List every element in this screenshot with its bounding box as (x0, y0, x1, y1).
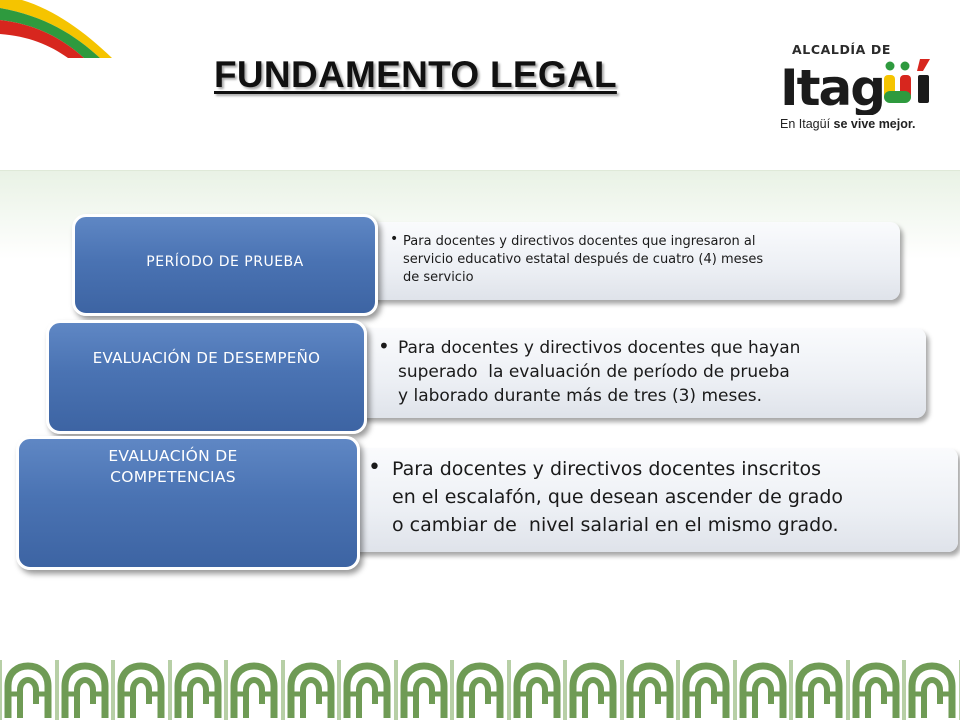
footer-pattern-tile (848, 660, 905, 720)
footer-pattern-tile (678, 660, 735, 720)
slogan-bold: se vive mejor. (833, 117, 916, 131)
slogan-prefix: En Itagüí (780, 117, 834, 131)
row-2-line-1: Para docentes y directivos docentes que hayan (398, 338, 801, 358)
row-2-bullet: • (378, 334, 390, 358)
footer-pattern-tile (0, 660, 57, 720)
footer-pattern-tile (226, 660, 283, 720)
footer-pattern-tile (904, 660, 960, 720)
logo-slogan (780, 117, 940, 131)
row-2-line-2: superado la evaluación de período de prueba (398, 362, 790, 382)
footer-pattern-tile (57, 660, 114, 720)
corner-flag-graphic (0, 0, 120, 62)
footer-pattern-tile (735, 660, 792, 720)
footer-pattern-tile (509, 660, 566, 720)
footer-pattern-tile (452, 660, 509, 720)
row-1-line-3: de servicio (403, 270, 474, 285)
row-2-label-box (46, 320, 367, 434)
row-3-bullet: • (368, 455, 381, 480)
footer-pattern-tile (396, 660, 453, 720)
footer-pattern-tile (283, 660, 340, 720)
footer-pattern-tile (339, 660, 396, 720)
row-1-line-2: servicio educativo estatal después de cuatro (4) meses (403, 252, 764, 267)
footer-pattern-tile (622, 660, 679, 720)
logo-top-text: ALCALDÍA DE (792, 42, 892, 57)
logo-wordmark-graphic (780, 55, 936, 115)
row-2-line-3: y laborado durante más de tres (3) meses. (398, 386, 763, 406)
alcaldia-logo (780, 42, 940, 131)
row-1-label: PERÍODO DE PRUEBA (146, 254, 304, 270)
logo-wordmark (780, 55, 940, 115)
footer-pattern (0, 660, 960, 720)
footer-pattern-tile (565, 660, 622, 720)
row-3-line-1: Para docentes y directivos docentes inscritos (392, 458, 822, 480)
row-3-line-3: o cambiar de nivel salarial en el mismo grado. (392, 514, 839, 536)
row-1-label-box (72, 214, 378, 316)
footer-pattern-tile (170, 660, 227, 720)
row-3-label-line-2: COMPETENCIAS (110, 468, 236, 486)
row-3-line-2: en el escalafón, que desean ascender de grado (392, 486, 844, 508)
svg-text:Itag: Itag (780, 59, 885, 115)
footer-pattern-tile (791, 660, 848, 720)
row-1-bullet: • (390, 231, 399, 247)
footer-pattern-tile (113, 660, 170, 720)
row-3-label-line-1: EVALUACIÓN DE (108, 447, 238, 465)
row-1-line-1: Para docentes y directivos docentes que ingresaron al (403, 234, 756, 249)
page-title: FUNDAMENTO LEGAL (214, 54, 617, 95)
row-3-label-box (16, 436, 360, 570)
row-2-label: EVALUACIÓN DE DESEMPEÑO (92, 349, 321, 367)
